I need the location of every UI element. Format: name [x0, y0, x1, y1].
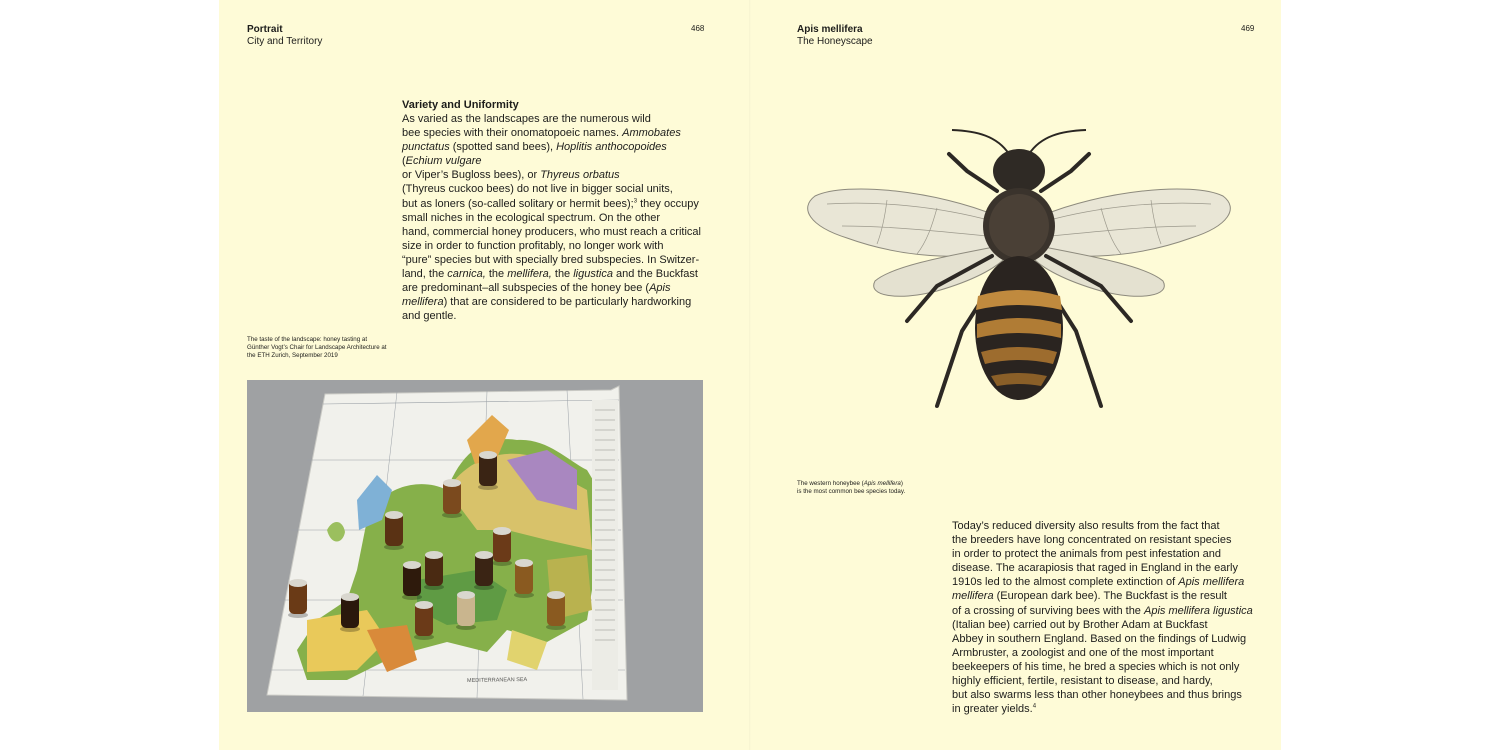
- text-run: (Italian bee) carried out by Brother Adam at Buckfast: [952, 618, 1208, 631]
- italic-species-name: carnica,: [447, 268, 486, 281]
- text-run: or Viper’s Bugloss bees), or: [402, 169, 541, 182]
- honey-jar: [384, 511, 404, 550]
- italic-species-name: Echium vulgare: [405, 155, 482, 168]
- text-run: size in order to function profitably, no longer work with: [402, 239, 664, 252]
- bee-caption: [797, 480, 997, 496]
- book-spread: [219, 0, 1281, 750]
- text-run: Abbey in southern England. Based on the findings of Ludwig: [952, 632, 1247, 645]
- text-run: hand, commercial honey producers, who must reach a critical: [402, 225, 701, 238]
- text-run: highly efficient, fertile, resistant to disease, and hardy,: [952, 675, 1213, 688]
- text-run: ) that are considered to be particularly hardworking: [443, 296, 692, 309]
- honey-jar: [442, 479, 462, 518]
- italic-species-name: ligustica: [573, 268, 613, 281]
- page-gutter: [749, 0, 751, 750]
- text-run: As varied as the landscapes are the numerous wild: [402, 113, 651, 125]
- italic-species-name: punctatus: [402, 141, 450, 154]
- text-run: “pure” species but with specially bred subspecies. In Switzer-: [402, 253, 700, 266]
- footnote-ref: 3: [633, 197, 638, 204]
- text-run: in order to protect the animals from pest infestation and: [952, 548, 1222, 561]
- text-run: are predominant–all subspecies of the honey bee (: [402, 282, 650, 295]
- text-run: in greater yields.: [952, 703, 1033, 716]
- honey-jar: [546, 591, 566, 630]
- italic-species-name: Hoplitis anthocopoides: [556, 141, 667, 154]
- text-run: (: [402, 155, 406, 168]
- text-run: 1910s led to the almost complete extinction of: [952, 576, 1179, 589]
- footnote-ref: 4: [1032, 703, 1037, 710]
- text-run: bee species with their onomatopoeic names.: [402, 127, 623, 140]
- text-run: Today’s reduced diversity also results from the fact that: [952, 520, 1220, 532]
- honey-jar: [414, 601, 434, 640]
- italic-species-name: mellifera: [402, 296, 444, 309]
- text-run: but as loners (so-called solitary or hermit bees);: [402, 197, 634, 210]
- text-run: and gentle.: [402, 310, 457, 323]
- text-run: Armbruster, a zoologist and one of the most important: [952, 646, 1214, 659]
- text-run: the: [551, 268, 574, 281]
- bee-caption-species: Apis mellifera: [863, 480, 901, 487]
- left-body-paragraph: [402, 112, 712, 323]
- text-run: beekeepers of his time, he bred a species which is not only: [952, 660, 1240, 673]
- text-run: (European dark bee). The Buckfast is the result: [993, 590, 1227, 603]
- right-running-head-title: Apis mellifera: [797, 24, 863, 35]
- text-run: but also swarms less than other honeybees and thus brings: [952, 689, 1242, 702]
- italic-species-name: mellifera: [952, 590, 994, 603]
- text-run: small niches in the ecological spectrum. On the other: [402, 211, 661, 224]
- text-run: and the Buckfast: [612, 268, 698, 281]
- italic-species-name: Ammobates: [622, 127, 681, 140]
- honey-jar: [478, 451, 498, 490]
- text-run: (spotted sand bees),: [449, 141, 557, 154]
- honey-jar: [288, 579, 308, 618]
- honey-jar: [514, 559, 534, 598]
- italic-species-name: Thyreus orbatus: [540, 169, 620, 182]
- text-run: the breeders have long concentrated on resistant species: [952, 534, 1232, 547]
- right-page-number: 469: [1241, 24, 1255, 33]
- honey-jar: [340, 593, 360, 632]
- bee-caption-close: ): [900, 480, 903, 487]
- right-running-head-subtitle: The Honeyscape: [797, 36, 873, 47]
- honey-tasting-photo: [247, 380, 703, 712]
- italic-species-name: mellifera,: [507, 268, 552, 281]
- italic-species-name: Apis mellifera ligustica: [1143, 604, 1253, 617]
- text-run: disease. The acarapiosis that raged in England in the early: [952, 562, 1238, 575]
- italic-species-name: Apis mellifera: [1178, 576, 1245, 589]
- europe-map-illustration: [247, 380, 703, 712]
- text-run: they occupy: [637, 197, 699, 210]
- honey-jar: [492, 527, 512, 566]
- text-run: land, the: [402, 268, 448, 281]
- honey-jar: [424, 551, 444, 590]
- left-text-block: [402, 98, 712, 323]
- left-running-head-title: Portrait: [247, 24, 283, 35]
- right-body-paragraph: [952, 519, 1262, 716]
- text-run: (Thyreus cuckoo bees) do not live in bigger social units,: [402, 183, 673, 196]
- text-run: the: [485, 268, 508, 281]
- map-sea-label: MEDITERRANEAN SEA: [466, 676, 528, 684]
- text-run: of a crossing of surviving bees with the: [952, 604, 1144, 617]
- bee-caption-text: The western honeybee (: [797, 480, 864, 487]
- italic-species-name: Apis: [649, 282, 671, 295]
- photo-caption: The taste of the landscape: honey tasting at Günther Vogt’s Chair for Landscape Architecture at the ETH Zurich, September 2019: [247, 336, 387, 359]
- bee-caption-line2: is the most common bee species today.: [797, 488, 906, 495]
- section-heading: Variety and Uniformity: [402, 99, 519, 111]
- honey-jar: [402, 561, 422, 600]
- left-page-number: 468: [691, 24, 705, 33]
- honeybee-illustration: [787, 96, 1251, 468]
- honey-jar: [456, 591, 476, 630]
- left-running-head-subtitle: City and Territory: [247, 36, 323, 47]
- honey-jar: [474, 551, 494, 590]
